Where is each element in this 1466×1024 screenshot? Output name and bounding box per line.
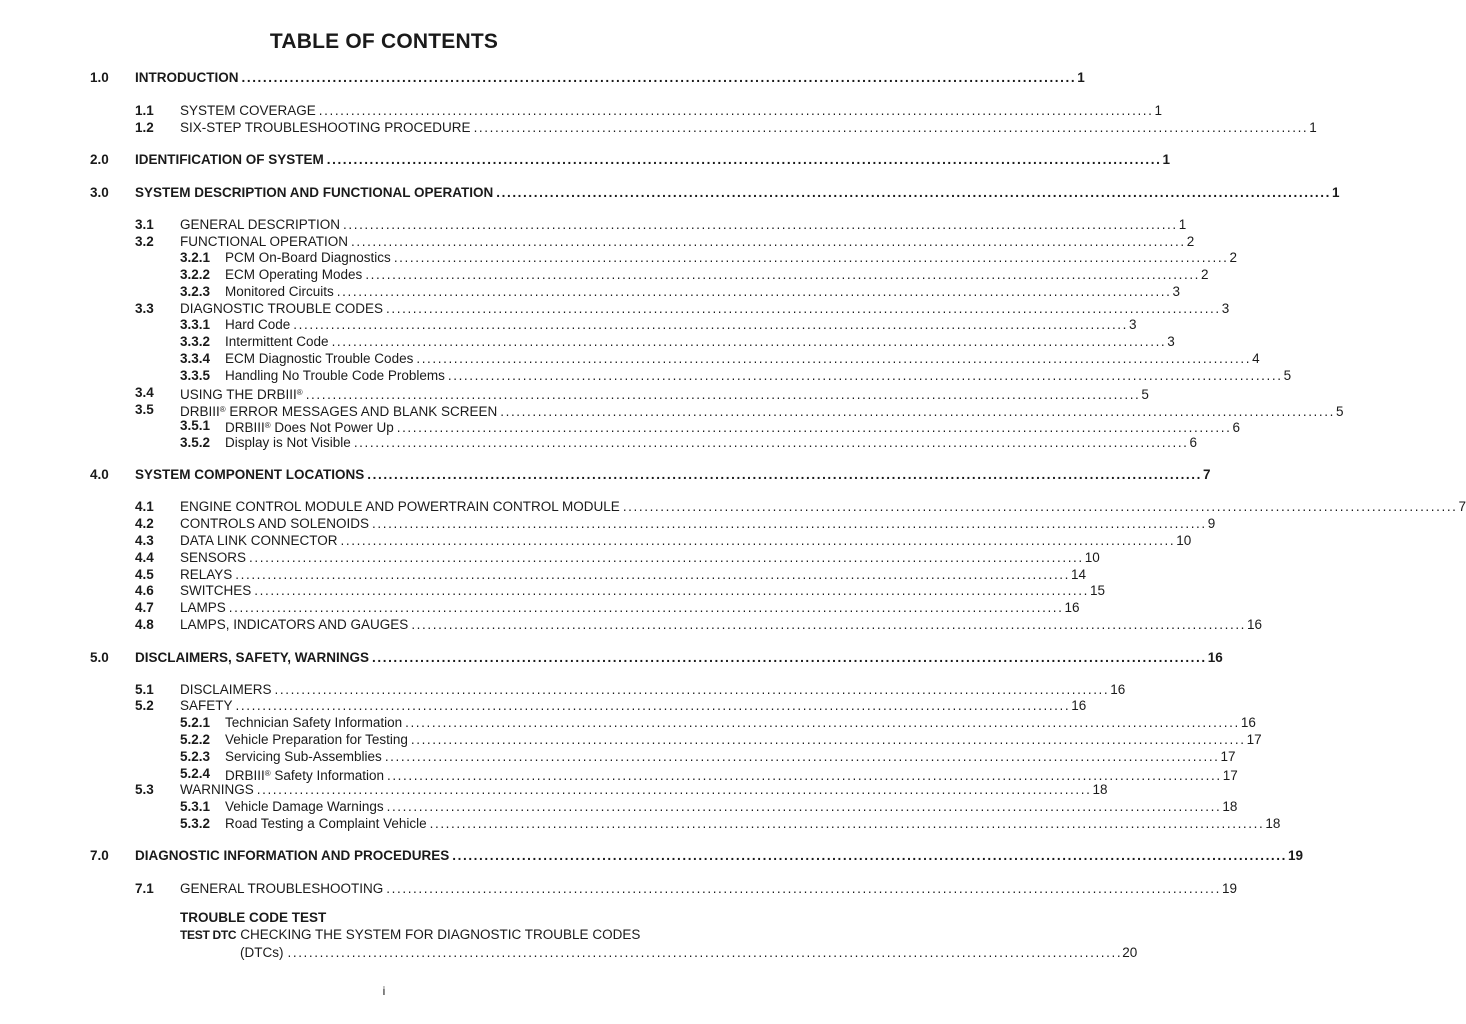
- toc-entry-title-text: DRBIII: [225, 768, 265, 783]
- toc-entry[interactable]: [0, 300, 1230, 317]
- toc-entry[interactable]: [0, 765, 1238, 783]
- toc-entry-title: [225, 283, 337, 300]
- toc-entry-number: 1.2: [135, 120, 154, 135]
- toc-entry[interactable]: [0, 333, 1175, 350]
- dot-leader: ............................................................................................................................................................: [393, 250, 1229, 265]
- toc-entry[interactable]: [0, 681, 1126, 698]
- toc-entry-title: [180, 566, 235, 583]
- toc-entry-title: [180, 300, 386, 317]
- toc-entry-title-text: DIAGNOSTIC INFORMATION AND PROCEDURES: [135, 848, 450, 863]
- dot-leader: ............................................................................................................................................................: [287, 945, 1123, 960]
- toc-entry-page: 9: [1207, 516, 1216, 531]
- toc-entry[interactable]: [0, 616, 1263, 633]
- dot-leader: ............................................................................................................................................................: [336, 284, 1172, 299]
- toc-entry-title: [225, 367, 448, 384]
- toc-entry-number: 5.3.2: [180, 816, 211, 831]
- toc-entry[interactable]: [0, 880, 1238, 897]
- toc-entry-title-text: DIAGNOSTIC TROUBLE CODES: [180, 301, 384, 316]
- toc-entry-title: [180, 498, 623, 515]
- toc-entry-title: [135, 69, 242, 86]
- toc-entry[interactable]: [0, 566, 1087, 583]
- toc-entry-title-text: Technician Safety Information: [225, 715, 403, 730]
- toc-entry-number: 2.0: [90, 152, 109, 167]
- toc-entry-title-text: ECM Diagnostic Trouble Codes: [225, 351, 414, 366]
- toc-entry-title-text: SYSTEM DESCRIPTION AND FUNCTIONAL OPERATION: [135, 185, 494, 200]
- toc-entry-title: [135, 184, 496, 201]
- trouble-code-test-heading: TROUBLE CODE TEST: [180, 910, 327, 925]
- toc-entry-number: 4.3: [135, 533, 154, 548]
- toc-entry-title: [225, 714, 405, 731]
- dot-leader: ............................................................................................................................................................: [293, 317, 1129, 332]
- toc-entry-number: 3.5.2: [180, 435, 211, 450]
- toc-entry-title: [225, 731, 411, 748]
- toc-entry-title: [180, 781, 257, 798]
- dot-leader: ............................................................................................................................................................: [274, 682, 1110, 697]
- dot-leader: ............................................................................................................................................................: [340, 533, 1176, 548]
- toc-entry-number: 5.3.1: [180, 799, 211, 814]
- dot-leader: ............................................................................................................................................................: [386, 881, 1222, 896]
- toc-entry-title: [135, 649, 372, 666]
- toc-entry-page: 1: [1077, 70, 1085, 85]
- toc-entry-title-text: Road Testing a Complaint Vehicle: [225, 816, 427, 831]
- toc-entry-page: 5: [1141, 387, 1149, 402]
- toc-entry[interactable]: [0, 781, 1108, 798]
- trouble-code-test-line[interactable]: [180, 927, 640, 942]
- toc-entry[interactable]: [0, 847, 1304, 864]
- toc-entry-number: 5.1: [135, 682, 154, 697]
- dot-leader: ............................................................................................................................................................: [405, 715, 1240, 730]
- toc-entry-number: 5.2.3: [180, 749, 211, 764]
- toc-entry-title-text: Display is Not Visible: [225, 435, 351, 450]
- toc-entry-page: 6: [1189, 435, 1198, 450]
- toc-entry-page: 17: [1246, 732, 1262, 747]
- dot-leader: ............................................................................................................................................................: [384, 749, 1220, 764]
- dot-leader: ............................................................................................................................................................: [331, 334, 1167, 349]
- toc-entry-page: 15: [1089, 583, 1106, 598]
- toc-entry-number: 3.0: [90, 185, 109, 200]
- toc-entry-title-text: Monitored Circuits: [225, 284, 334, 299]
- toc-entry[interactable]: [0, 119, 1317, 136]
- toc-entry-number: 3.5: [135, 402, 154, 417]
- toc-entry-page: 10: [1084, 550, 1100, 565]
- toc-entry-page: 14: [1071, 567, 1087, 582]
- toc-entry-page: 1: [1309, 120, 1317, 135]
- toc-entry-title: [180, 880, 386, 897]
- registered-mark: ®: [219, 405, 226, 414]
- toc-entry-number: 4.4: [135, 550, 154, 565]
- dot-leader: ............................................................................................................................................................: [343, 217, 1178, 232]
- toc-entry-title-text: GENERAL TROUBLESHOOTING: [180, 881, 384, 896]
- toc-entry-title: [180, 515, 372, 532]
- dot-leader: ............................................................................................................................................................: [411, 617, 1247, 632]
- toc-entry[interactable]: [0, 515, 1216, 532]
- toc-entry-title-text: SAFETY: [180, 698, 233, 713]
- dot-leader: ............................................................................................................................................................: [429, 816, 1265, 831]
- toc-entry-title: [225, 748, 385, 765]
- toc-entry-page: 16: [1247, 617, 1263, 632]
- toc-entry[interactable]: [0, 233, 1195, 250]
- toc-entry-page: 16: [1110, 682, 1126, 697]
- toc-entry[interactable]: [0, 798, 1238, 815]
- toc-entry[interactable]: [0, 649, 1223, 666]
- toc-entry-page: 3: [1129, 317, 1137, 332]
- toc-entry-number: 4.6: [135, 583, 154, 598]
- toc-entry-title-text: DRBIII: [225, 420, 265, 435]
- toc-entry-page: 16: [1207, 650, 1223, 665]
- toc-entry-title: [135, 151, 327, 168]
- toc-entry[interactable]: [0, 697, 1087, 714]
- toc-entry-title-text: INTRODUCTION: [135, 70, 239, 85]
- toc-entry-page: 7: [1458, 499, 1466, 514]
- toc-entry-page: 1: [1178, 217, 1187, 232]
- toc-entry-title-text: SYSTEM COVERAGE: [180, 103, 316, 118]
- toc-entry[interactable]: [0, 417, 1240, 435]
- toc-entry-title: [180, 599, 229, 616]
- toc-entry-number: 5.3: [135, 782, 154, 797]
- toc-entry-number: 1.1: [135, 103, 154, 118]
- toc-entry-title-text: GENERAL DESCRIPTION: [180, 217, 341, 232]
- toc-entry[interactable]: [0, 384, 1149, 402]
- toc-entry-page: 16: [1071, 698, 1087, 713]
- toc-entry[interactable]: [0, 216, 1187, 233]
- toc-entry-page: 7: [1202, 467, 1211, 482]
- registered-mark: ®: [296, 388, 303, 397]
- toc-entry[interactable]: [0, 184, 1340, 201]
- toc-entry-title: [180, 697, 236, 714]
- toc-entry[interactable]: [0, 350, 1260, 367]
- dot-leader: ............................................................................................................................................................: [372, 650, 1207, 665]
- toc-entry[interactable]: [0, 815, 1281, 832]
- toc-entry-title-text: DATA LINK CONNECTOR: [180, 533, 338, 548]
- toc-entry-number: 3.1: [135, 217, 154, 232]
- toc-entry-page: 18: [1092, 782, 1108, 797]
- toc-entry-page: 16: [1064, 600, 1080, 615]
- test-dtc-page: 20: [1122, 945, 1138, 960]
- toc-entry-title: [180, 549, 249, 566]
- toc-entry-title-text: Does Not Power Up: [270, 420, 394, 435]
- dot-leader: ............................................................................................................................................................: [326, 152, 1162, 167]
- test-dtc-tag: TEST DTC: [180, 928, 237, 942]
- toc-entry-title-text: SENSORS: [180, 550, 247, 565]
- toc-entry-number: 3.2.1: [180, 250, 211, 265]
- toc-entry-number: 3.5.1: [180, 418, 211, 433]
- dot-leader: ............................................................................................................................................................: [622, 499, 1458, 514]
- toc-entry[interactable]: [0, 367, 1292, 384]
- toc-entry-title: [225, 249, 394, 266]
- toc-entry-number: 4.2: [135, 516, 154, 531]
- toc-entry-number: 4.8: [135, 617, 154, 632]
- dot-leader: ............................................................................................................................................................: [249, 550, 1084, 565]
- test-dtc-title: CHECKING THE SYSTEM FOR DIAGNOSTIC TROUBLE CODES: [240, 927, 641, 942]
- dot-leader: ............................................................................................................................................................: [386, 768, 1222, 783]
- toc-entry-title-text: RELAYS: [180, 567, 233, 582]
- dot-leader: ............................................................................................................................................................: [353, 435, 1189, 450]
- toc-entry-title-text: Safety Information: [270, 768, 384, 783]
- toc-entry[interactable]: [0, 582, 1106, 599]
- toc-entry-number: 5.2.1: [180, 715, 211, 730]
- toc-entry[interactable]: [0, 599, 1080, 616]
- toc-entry-title-text: LAMPS: [180, 600, 226, 615]
- toc-entry-page: 6: [1232, 420, 1240, 435]
- toc-entry[interactable]: [0, 151, 1170, 168]
- dot-leader: ............................................................................................................................................................: [386, 301, 1221, 316]
- toc-entry-page: 2: [1229, 250, 1238, 265]
- dot-leader: ............................................................................................................................................................: [452, 848, 1287, 863]
- toc-entry-title-text: DISCLAIMERS, SAFETY, WARNINGS: [135, 650, 370, 665]
- toc-entry-number: 5.2.4: [180, 766, 211, 781]
- toc-entry-number: 3.2.3: [180, 284, 211, 299]
- toc-entry-page: 5: [1283, 368, 1292, 383]
- toc-entry[interactable]: [0, 714, 1256, 731]
- toc-entry-title-text: ENGINE CONTROL MODULE AND POWERTRAIN CONTROL MODULE: [180, 499, 620, 514]
- toc-entry-title-text: DISCLAIMERS: [180, 682, 272, 697]
- toc-entry-page: 1: [1162, 152, 1170, 167]
- toc-entry-page: 16: [1240, 715, 1256, 730]
- toc-entry-page: 1: [1154, 103, 1163, 118]
- test-dtc-title-continued: (DTCs): [240, 945, 284, 960]
- toc-entry[interactable]: [0, 401, 1344, 419]
- toc-entry-title: [180, 102, 319, 119]
- toc-entry-number: 7.1: [135, 881, 154, 896]
- dot-leader: ............................................................................................................................................................: [305, 387, 1141, 402]
- toc-entry[interactable]: [0, 69, 1085, 86]
- toc-entry-title: [180, 681, 275, 698]
- toc-entry-number: 5.2.2: [180, 732, 211, 747]
- toc-entry-page: 17: [1222, 768, 1238, 783]
- toc-entry-page: 1: [1331, 185, 1340, 200]
- toc-entry-title-text: FUNCTIONAL OPERATION: [180, 234, 349, 249]
- toc-entry-title: [225, 815, 430, 832]
- toc-entry-number: 3.3.1: [180, 317, 211, 332]
- registered-mark: ®: [264, 769, 271, 778]
- dot-leader: ............................................................................................................................................................: [228, 600, 1064, 615]
- toc-entry[interactable]: [0, 498, 1466, 515]
- dot-leader: ............................................................................................................................................................: [386, 799, 1222, 814]
- dot-leader: ............................................................................................................................................................: [235, 698, 1071, 713]
- toc-entry[interactable]: [0, 249, 1238, 266]
- toc-entry-number: 4.1: [135, 499, 154, 514]
- toc-entry-title: [180, 119, 474, 136]
- dot-leader: ............................................................................................................................................................: [367, 467, 1202, 482]
- toc-entry-number: 3.2: [135, 234, 154, 249]
- toc-entry-title-text: Vehicle Damage Warnings: [225, 799, 384, 814]
- toc-entry-title-text: Vehicle Preparation for Testing: [225, 732, 408, 747]
- toc-entry[interactable]: [0, 532, 1192, 549]
- toc-entry-number: 3.2.2: [180, 267, 211, 282]
- toc-entry-number: 4.5: [135, 567, 154, 582]
- toc-entry[interactable]: [0, 748, 1236, 765]
- toc-entry-title: [225, 434, 354, 451]
- dot-leader: ............................................................................................................................................................: [254, 583, 1089, 598]
- toc-entry-title-text: LAMPS, INDICATORS AND GAUGES: [180, 617, 409, 632]
- toc-entry-number: 3.3.5: [180, 368, 211, 383]
- dot-leader: ............................................................................................................................................................: [473, 120, 1309, 135]
- toc-entry-title: [180, 233, 351, 250]
- toc-entry-page: 18: [1265, 816, 1281, 831]
- toc-entry[interactable]: [0, 102, 1163, 119]
- dot-leader: ............................................................................................................................................................: [447, 368, 1283, 383]
- toc-entry-title: [135, 466, 367, 483]
- toc-entry-title: [225, 316, 293, 333]
- toc-entry[interactable]: [0, 316, 1137, 333]
- toc-entry-page: 3: [1172, 284, 1181, 299]
- toc-entry-title: [180, 216, 343, 233]
- toc-entry-title-text: Intermittent Code: [225, 334, 329, 349]
- dot-leader: ............................................................................................................................................................: [500, 404, 1335, 419]
- toc-entry-title: [225, 350, 416, 367]
- page-number: i: [382, 984, 386, 998]
- toc-entry-title: [225, 266, 365, 283]
- toc-entry-title-text: DRBIII: [180, 404, 220, 419]
- toc-entry-number: 4.0: [90, 467, 109, 482]
- toc-entry-title-text: WARNINGS: [180, 782, 254, 797]
- dot-leader: ............................................................................................................................................................: [256, 782, 1092, 797]
- toc-entry-title: [135, 847, 452, 864]
- dot-leader: ............................................................................................................................................................: [351, 234, 1186, 249]
- toc-entry-page: 2: [1186, 234, 1195, 249]
- toc-entry-page: 5: [1335, 404, 1344, 419]
- toc-entry-title: [225, 333, 332, 350]
- toc-entry-title-text: ERROR MESSAGES AND BLANK SCREEN: [225, 404, 498, 419]
- toc-entry-page: 10: [1176, 533, 1192, 548]
- toc-entry-number: 4.7: [135, 600, 154, 615]
- toc-entry-title: [180, 582, 254, 599]
- toc-entry-page: 19: [1287, 848, 1304, 863]
- toc-entry-page: 3: [1167, 334, 1175, 349]
- toc-entry-title-text: PCM On-Board Diagnostics: [225, 250, 391, 265]
- toc-entry-number: 5.0: [90, 650, 109, 665]
- toc-entry-title-text: SWITCHES: [180, 583, 252, 598]
- trouble-code-test-line-continued[interactable]: [240, 945, 1138, 960]
- dot-leader: ............................................................................................................................................................: [396, 420, 1232, 435]
- toc-entry-page: 3: [1221, 301, 1230, 316]
- dot-leader: ............................................................................................................................................................: [235, 567, 1070, 582]
- toc-entry[interactable]: [0, 283, 1181, 300]
- toc-entry-title-text: ECM Operating Modes: [225, 267, 363, 282]
- toc-entry[interactable]: [0, 466, 1211, 483]
- toc-entry[interactable]: [0, 266, 1209, 283]
- toc-entry-page: 2: [1201, 267, 1209, 282]
- toc-entry-title-text: SYSTEM COMPONENT LOCATIONS: [135, 467, 365, 482]
- toc-entry-title-text: Servicing Sub-Assemblies: [225, 749, 382, 764]
- dot-leader: ............................................................................................................................................................: [416, 351, 1252, 366]
- toc-entry-number: 3.3.2: [180, 334, 211, 349]
- toc-entry-number: 5.2: [135, 698, 154, 713]
- toc-entry-title-text: Handling No Trouble Code Problems: [225, 368, 445, 383]
- registered-mark: ®: [264, 421, 271, 430]
- toc-entry-title: [180, 616, 411, 633]
- toc-entry-title: [180, 532, 341, 549]
- toc-entry-number: 3.3: [135, 301, 154, 316]
- toc-entry-title: [225, 798, 387, 815]
- dot-leader: ............................................................................................................................................................: [372, 516, 1207, 531]
- toc-entry-page: 18: [1222, 799, 1238, 814]
- toc-entry-title-text: SIX-STEP TROUBLESHOOTING PROCEDURE: [180, 120, 471, 135]
- dot-leader: ............................................................................................................................................................: [365, 267, 1201, 282]
- toc-entry-title-text: Hard Code: [225, 317, 291, 332]
- toc-entry-number: 3.4: [135, 385, 154, 400]
- toc-entry[interactable]: [0, 731, 1262, 748]
- toc-entry-title-text: CONTROLS AND SOLENOIDS: [180, 516, 370, 531]
- toc-entry-page: 19: [1222, 881, 1238, 896]
- toc-entry[interactable]: [0, 549, 1100, 566]
- toc-entry-title-text: USING THE DRBIII: [180, 387, 297, 402]
- toc-entry-title-text: IDENTIFICATION OF SYSTEM: [135, 152, 324, 167]
- dot-leader: ............................................................................................................................................................: [410, 732, 1246, 747]
- toc-entry[interactable]: [0, 434, 1198, 451]
- toc-entry-number: 3.3.4: [180, 351, 211, 366]
- toc-entry-number: 7.0: [90, 848, 109, 863]
- toc-entry-number: 1.0: [90, 70, 109, 85]
- toc-entry-page: 4: [1252, 351, 1260, 366]
- dot-leader: ............................................................................................................................................................: [318, 103, 1154, 118]
- toc-entry-page: 17: [1220, 749, 1236, 764]
- dot-leader: ............................................................................................................................................................: [241, 70, 1077, 85]
- dot-leader: ............................................................................................................................................................: [496, 185, 1331, 200]
- page-title: TABLE OF CONTENTS: [269, 30, 499, 53]
